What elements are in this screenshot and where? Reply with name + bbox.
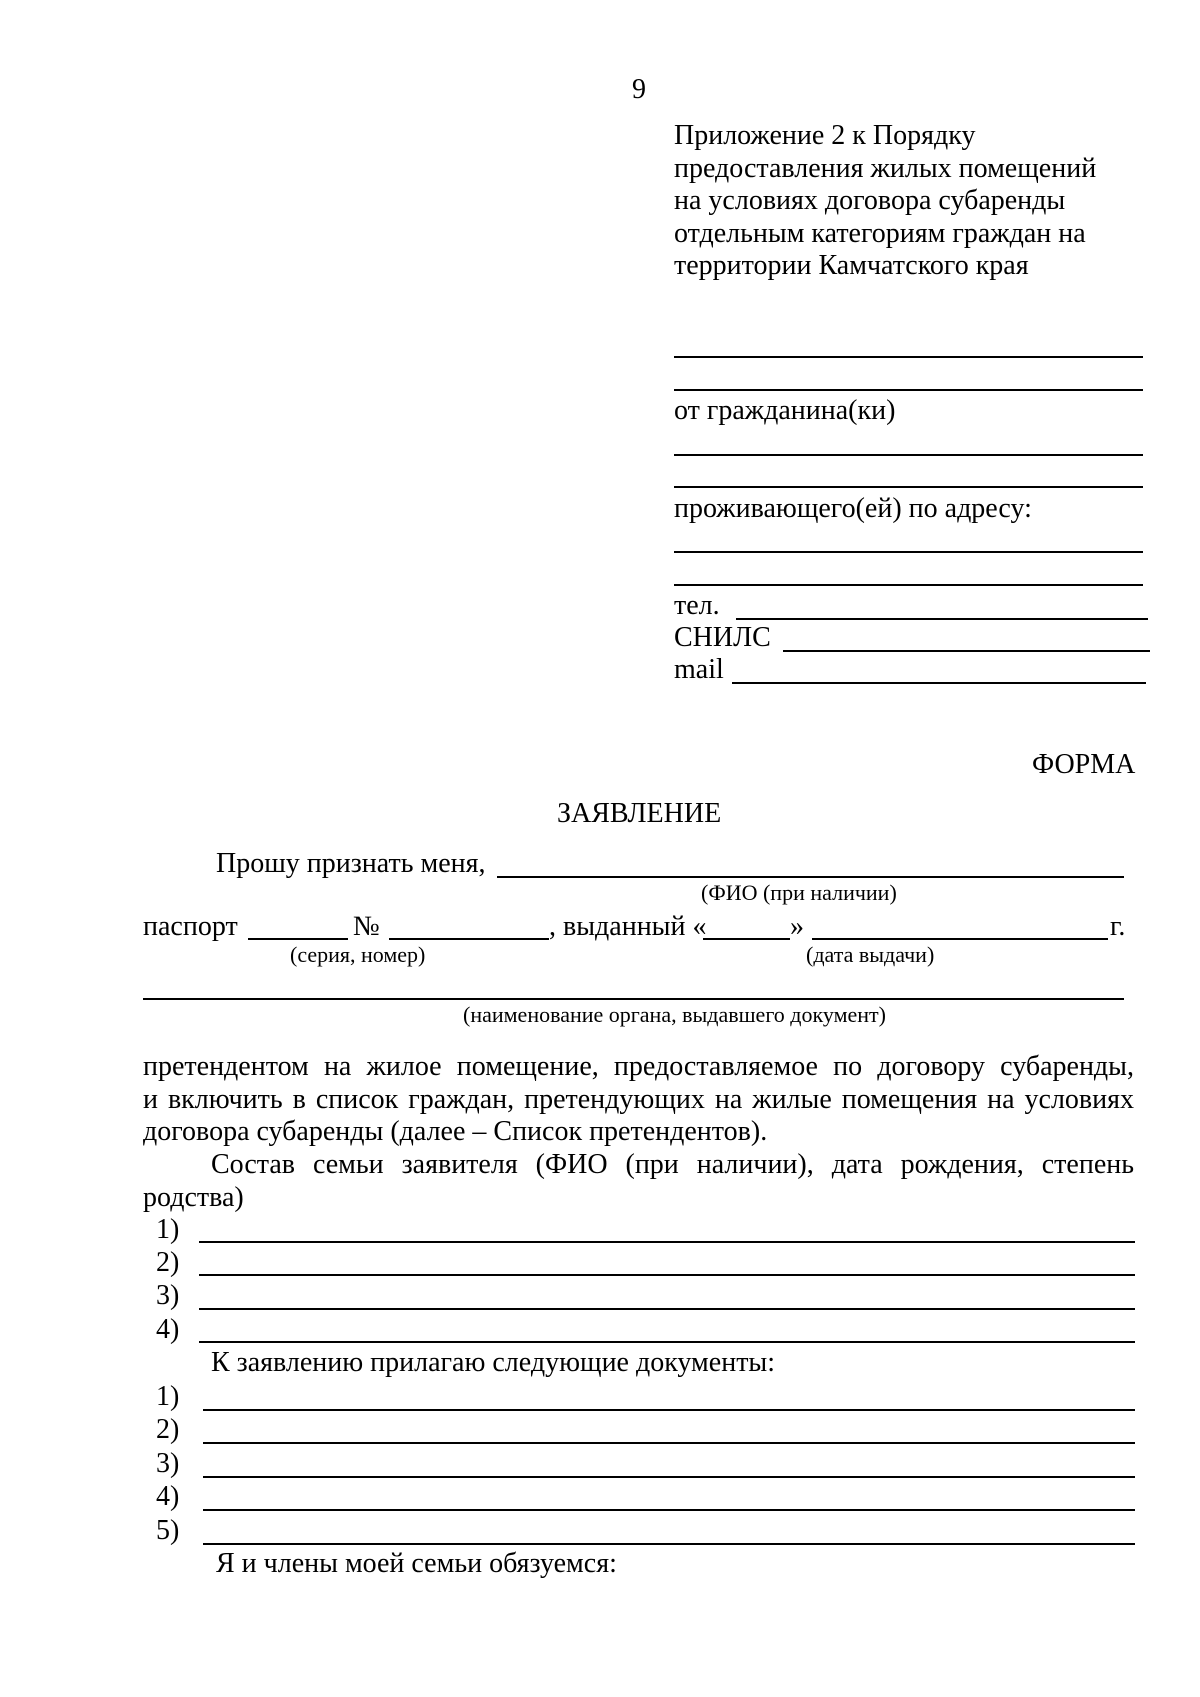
paragraph-line: Состав семьи заявителя (ФИО (при наличии), дата рождения, степень — [211, 1149, 1134, 1180]
issuing-authority-hint: (наименование органа, выдавшего документ) — [463, 1002, 886, 1027]
document-item-number: 2) — [156, 1414, 180, 1445]
appendix-line: отдельным категориям граждан на — [674, 217, 1086, 249]
snils-label: СНИЛС — [674, 622, 771, 653]
addressee-blank-line[interactable] — [674, 356, 1143, 358]
family-member-line[interactable] — [199, 1341, 1135, 1343]
passport-number-line[interactable] — [389, 938, 549, 940]
mail-label: mail — [674, 654, 724, 685]
page-number: 9 — [632, 74, 646, 105]
appendix-line: Приложение 2 к Порядку — [674, 120, 976, 151]
issuing-authority-line[interactable] — [143, 998, 1124, 1000]
document-item-number: 1) — [156, 1381, 180, 1412]
family-member-line[interactable] — [199, 1308, 1135, 1310]
address-line[interactable] — [674, 551, 1143, 553]
request-paragraph — [143, 1051, 1134, 1149]
addressee-blank-line[interactable] — [674, 389, 1143, 391]
document-line[interactable] — [203, 1509, 1135, 1511]
appendix-line: на условиях договора субаренды — [674, 185, 1066, 216]
number-sign: № — [353, 911, 380, 942]
family-item-number: 3) — [156, 1280, 180, 1311]
address-label: проживающего(ей) по адресу: — [674, 493, 1032, 524]
year-suffix: г. — [1110, 911, 1126, 942]
appendix-line: территории Камчатского края — [674, 250, 1029, 281]
fio-hint: (ФИО (при наличии) — [701, 880, 897, 905]
form-label: ФОРМА — [1032, 749, 1136, 780]
family-item-number: 4) — [156, 1314, 180, 1345]
snils-line[interactable] — [783, 650, 1150, 652]
document-title: ЗАЯВЛЕНИЕ — [557, 798, 722, 829]
family-composition-paragraph — [143, 1149, 1134, 1214]
request-intro: Прошу признать меня, — [216, 848, 486, 879]
paragraph-line: и включить в список граждан, претендующих на жилые помещения на условиях — [143, 1083, 1134, 1115]
family-item-number: 1) — [156, 1214, 180, 1245]
address-line[interactable] — [674, 584, 1143, 586]
series-number-hint: (серия, номер) — [290, 942, 426, 967]
appendix-reference — [674, 120, 1096, 283]
appendix-line: предоставления жилых помещений — [674, 152, 1097, 184]
family-item-number: 2) — [156, 1247, 180, 1278]
issued-label: , выданный « — [549, 911, 707, 942]
applicant-fio-line[interactable] — [497, 876, 1124, 878]
document-line[interactable] — [203, 1409, 1135, 1411]
citizen-name-line[interactable] — [674, 486, 1143, 488]
paragraph-line: родства) — [143, 1181, 244, 1213]
phone-label: тел. — [674, 590, 720, 621]
issue-date-line[interactable] — [812, 938, 1108, 940]
passport-label: паспорт — [143, 911, 238, 942]
from-citizen-label: от гражданина(ки) — [674, 395, 896, 426]
issue-day-line[interactable] — [703, 938, 790, 940]
family-member-line[interactable] — [199, 1241, 1135, 1243]
paragraph-line: договора субаренды (далее – Список претендентов). — [143, 1116, 768, 1147]
document-line[interactable] — [203, 1543, 1135, 1545]
passport-series-line[interactable] — [248, 938, 348, 940]
citizen-name-line[interactable] — [674, 454, 1143, 456]
document-item-number: 4) — [156, 1481, 180, 1512]
document-item-number: 3) — [156, 1448, 180, 1479]
document-item-number: 5) — [156, 1515, 180, 1546]
documents-label: К заявлению прилагаю следующие документы: — [211, 1347, 776, 1378]
issue-date-hint: (дата выдачи) — [806, 942, 935, 967]
document-line[interactable] — [203, 1442, 1135, 1444]
family-member-line[interactable] — [199, 1274, 1135, 1276]
phone-line[interactable] — [736, 618, 1148, 620]
paragraph-line: претендентом на жилое помещение, предоставляемое по договору субаренды, — [143, 1051, 1134, 1082]
obligation-label: Я и члены моей семьи обязуемся: — [216, 1548, 617, 1579]
quote-close: » — [790, 911, 804, 942]
document-line[interactable] — [203, 1476, 1135, 1478]
mail-line[interactable] — [732, 682, 1146, 684]
